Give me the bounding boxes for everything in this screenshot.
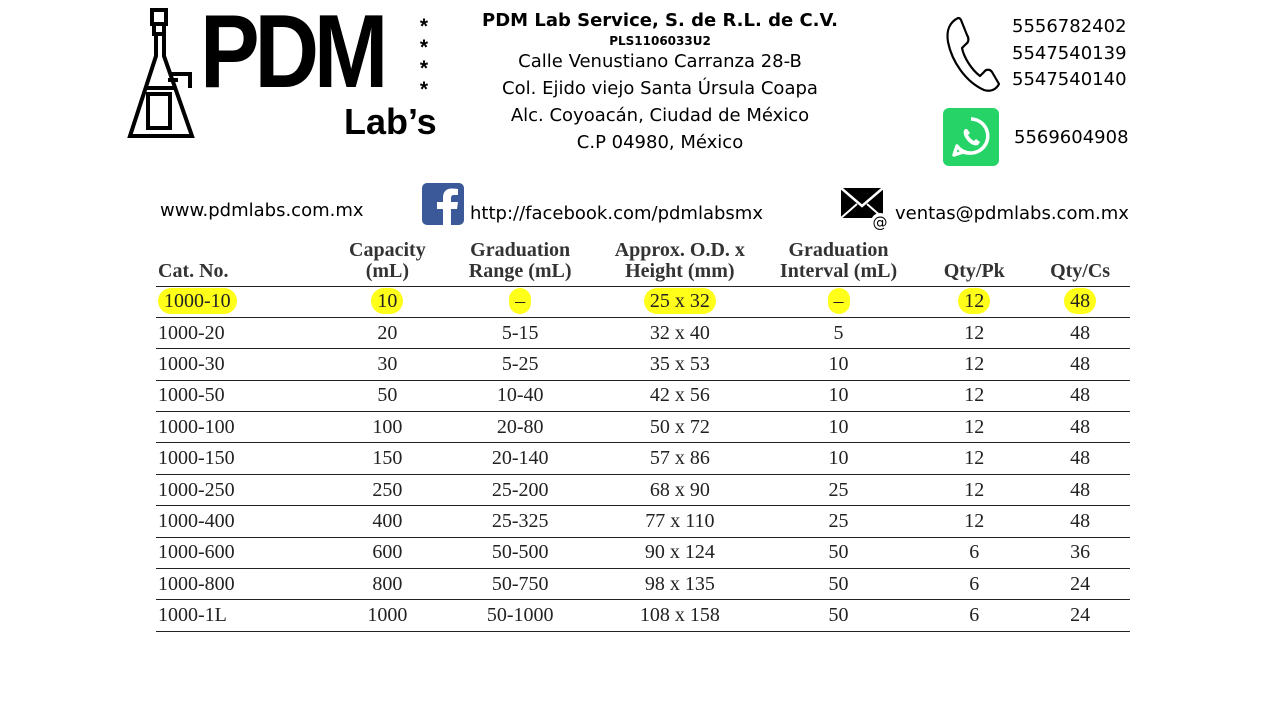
cell-graduation-range [439, 286, 601, 317]
address-line: Alc. Coyoacán, Ciudad de México [510, 105, 810, 126]
cell-graduation-range: 5-15 [501, 321, 539, 344]
cell-graduation-interval: 10 [828, 447, 849, 470]
header-graduation-interval: Graduation Interval (mL) [779, 238, 898, 282]
cell-cat-no: 1000-800 [158, 572, 235, 595]
cell-capacity: 150 [372, 447, 403, 470]
cell-qty-cs: 48 [1070, 321, 1091, 344]
cell-graduation-interval: 10 [828, 415, 849, 438]
cell-graduation-interval: 10 [828, 352, 849, 375]
cell-cat-no: 1000-50 [158, 384, 225, 407]
highlight-marker: 1000-10 [158, 288, 237, 314]
cell-graduation-interval: 50 [828, 541, 849, 564]
phone-number[interactable]: 5547540140 [1012, 69, 1127, 90]
cell-graduation-range: 25-325 [491, 509, 549, 532]
cell-graduation-interval: 25 [828, 478, 849, 501]
address-line: Calle Venustiano Carranza 28-B [518, 51, 802, 72]
cell-cat-no: 1000-400 [158, 509, 235, 532]
phone-number[interactable]: 5547540139 [1012, 42, 1127, 64]
cell-od-height [601, 286, 759, 317]
cell-qty-pk: 12 [964, 352, 985, 375]
cell-qty-cs: 48 [1070, 478, 1091, 501]
address-line: C.P 04980, México [576, 132, 744, 153]
cell-cat-no: 1000-20 [158, 321, 225, 344]
email-icon [839, 186, 891, 232]
cell-cat-no [156, 286, 335, 317]
cell-qty-pk: 6 [969, 541, 980, 564]
table-row [156, 380, 1130, 411]
cell-graduation-range: 25-200 [491, 478, 549, 501]
highlight-marker: – [509, 288, 531, 314]
cell-qty-cs: 24 [1070, 572, 1091, 595]
cell-graduation-interval [759, 286, 919, 317]
cell-graduation-interval: 5 [833, 321, 844, 344]
cell-graduation-interval: 50 [828, 604, 849, 627]
cell-capacity: 400 [372, 509, 403, 532]
logo-suffix-text: Lab’s [344, 101, 437, 142]
cell-od-height: 108 x 158 [639, 604, 720, 627]
table-row [156, 600, 1130, 631]
cell-graduation-range: 5-25 [501, 352, 539, 375]
address-line: Col. Ejido viejo Santa Úrsula Coapa [502, 78, 818, 99]
cell-od-height: 90 x 124 [644, 541, 715, 564]
table-row [156, 412, 1130, 443]
table-row [156, 506, 1130, 537]
table-row [156, 569, 1130, 600]
facebook-link[interactable]: http://facebook.com/pdmlabsmx [470, 203, 763, 224]
cell-od-height: 50 x 72 [649, 415, 710, 438]
phone-icon [944, 14, 1002, 94]
cell-qty-pk: 6 [969, 604, 980, 627]
cell-cat-no: 1000-100 [158, 415, 235, 438]
table-row [156, 474, 1130, 505]
cell-capacity: 600 [372, 541, 403, 564]
table-row [156, 349, 1130, 380]
table-row [156, 443, 1130, 474]
cell-qty-cs: 48 [1070, 384, 1091, 407]
cell-graduation-interval: 50 [828, 572, 849, 595]
company-rfc: PLS1106033U2 [609, 34, 711, 48]
cell-capacity: 30 [377, 352, 398, 375]
cell-graduation-range: 50-1000 [486, 604, 554, 627]
table-row [156, 286, 1130, 317]
cell-od-height: 77 x 110 [645, 509, 715, 532]
cell-capacity: 1000 [367, 604, 408, 627]
highlight-marker: 12 [958, 288, 990, 314]
cell-capacity: 250 [372, 478, 403, 501]
cell-graduation-interval: 10 [828, 384, 849, 407]
cell-qty-pk: 12 [964, 321, 985, 344]
table-row [156, 317, 1130, 348]
cell-qty-cs [1030, 286, 1130, 317]
cell-od-height: 57 x 86 [649, 447, 710, 470]
cell-graduation-range: 10-40 [496, 384, 544, 407]
cell-qty-cs: 36 [1070, 541, 1091, 564]
cell-capacity: 100 [372, 415, 403, 438]
phone-number[interactable]: 5556782402 [1012, 16, 1127, 37]
svg-text:@: @ [872, 213, 888, 232]
cell-qty-pk [918, 286, 1030, 317]
header-capacity: Capacity (mL) [349, 238, 426, 282]
cell-qty-pk: 12 [964, 415, 985, 438]
header-graduation-range: Graduation Range (mL) [468, 238, 572, 282]
cell-qty-cs: 48 [1070, 415, 1091, 438]
cell-qty-pk: 12 [964, 447, 985, 470]
cell-qty-pk: 12 [964, 509, 985, 532]
cell-capacity: 20 [377, 321, 398, 344]
cell-qty-cs: 48 [1070, 447, 1091, 470]
logo-brand-text: PDM [200, 0, 384, 110]
header-cat-no: Cat. No. [158, 259, 229, 282]
cell-cat-no: 1000-30 [158, 352, 225, 375]
cell-graduation-range: 20-80 [496, 415, 544, 438]
cell-cat-no: 1000-600 [158, 541, 235, 564]
cell-capacity: 800 [372, 572, 403, 595]
product-table [156, 239, 1130, 632]
cell-capacity [335, 286, 439, 317]
email-link[interactable]: ventas@pdmlabs.com.mx [895, 203, 1129, 224]
cell-cat-no: 1000-150 [158, 447, 235, 470]
header-qty-cs: Qty/Cs [1050, 259, 1111, 282]
cell-od-height: 68 x 90 [649, 478, 710, 501]
company-info [480, 8, 840, 156]
highlight-marker: 25 x 32 [644, 288, 716, 314]
phone-list [1012, 14, 1127, 94]
facebook-icon [422, 183, 464, 225]
cell-qty-cs: 48 [1070, 509, 1091, 532]
cell-graduation-range: 50-750 [491, 572, 549, 595]
cell-od-height: 98 x 135 [644, 572, 715, 595]
highlight-marker: 48 [1064, 288, 1096, 314]
whatsapp-number[interactable]: 5569604908 [1014, 127, 1129, 148]
flask-logo-icon [124, 6, 200, 146]
highlight-marker: – [828, 288, 850, 314]
cell-qty-pk: 12 [964, 384, 985, 407]
cell-cat-no: 1000-1L [158, 604, 227, 627]
company-logo [124, 0, 442, 146]
cell-qty-pk: 12 [964, 478, 985, 501]
cell-cat-no: 1000-250 [158, 478, 235, 501]
header-od-height: Approx. O.D. x Height (mm) [614, 238, 745, 282]
company-name: PDM Lab Service, S. de R.L. de C.V. [482, 10, 838, 31]
website-link[interactable]: www.pdmlabs.com.mx [160, 200, 364, 221]
cell-od-height: 42 x 56 [649, 384, 710, 407]
cell-od-height: 35 x 53 [649, 352, 710, 375]
cell-graduation-range: 20-140 [491, 447, 549, 470]
highlight-marker: 10 [371, 288, 403, 314]
cell-graduation-interval: 25 [828, 509, 849, 532]
logo-stars: * * * * [419, 15, 429, 101]
whatsapp-icon [943, 108, 999, 166]
cell-qty-cs: 24 [1070, 604, 1091, 627]
cell-capacity: 50 [377, 384, 398, 407]
header-qty-pk: Qty/Pk [943, 259, 1005, 282]
cell-od-height: 32 x 40 [649, 321, 710, 344]
cell-qty-cs: 48 [1070, 352, 1091, 375]
cell-qty-pk: 6 [969, 572, 980, 595]
cell-graduation-range: 50-500 [491, 541, 549, 564]
table-header-row [156, 239, 1130, 286]
table-row [156, 537, 1130, 568]
